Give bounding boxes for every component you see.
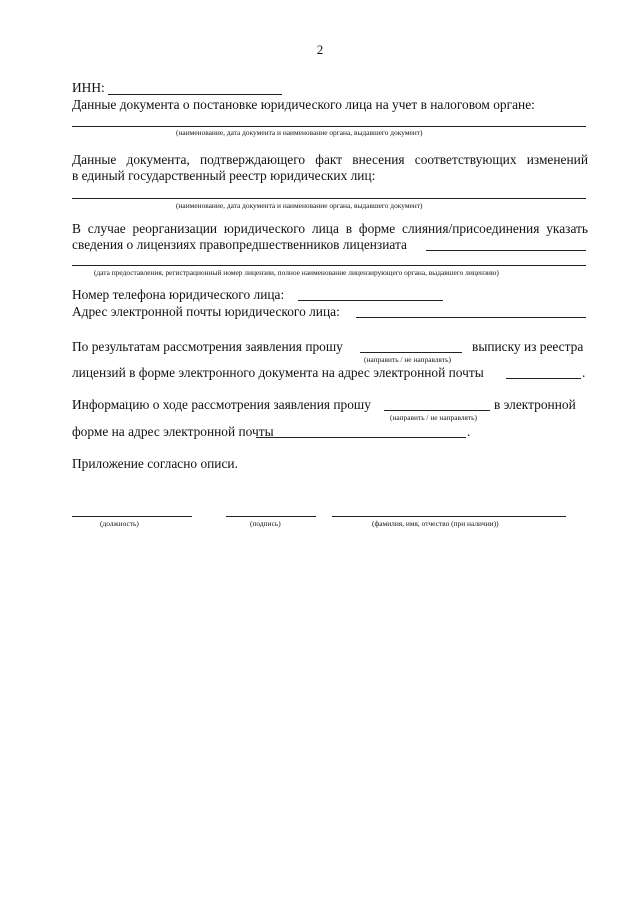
- reorganization-caption: (дата предоставления, регистрационный номер лицензии, полное наименование лицензирующего органа, выдавшего лицензию): [94, 268, 499, 277]
- reorganization-line1: В случае реорганизации юридического лица в форме слияния/присоединения указать: [72, 221, 588, 236]
- reorganization-field[interactable]: [72, 265, 586, 266]
- tax-registration-label: Данные документа о постановке юридического лица на учет в налоговом органе:: [72, 97, 535, 112]
- extract-choice-field[interactable]: [360, 352, 462, 353]
- registry-changes-caption: (наименование, дата документа и наименование органа, выдавшего документ): [176, 201, 423, 210]
- position-field[interactable]: [72, 516, 192, 517]
- progress-info-line2: форме на адрес электронной почты: [72, 424, 274, 439]
- inn-label: ИНН:: [72, 80, 105, 95]
- attachment-text: Приложение согласно описи.: [72, 456, 238, 471]
- tax-registration-field[interactable]: [72, 126, 586, 127]
- registry-changes-field[interactable]: [72, 198, 586, 199]
- extract-caption: (направить / не направлять): [364, 355, 452, 364]
- progress-info-caption: (направить / не направлять): [390, 413, 478, 422]
- extract-end: .: [582, 365, 586, 380]
- full-name-field[interactable]: [332, 516, 566, 517]
- extract-email-field[interactable]: [506, 378, 581, 379]
- email-field[interactable]: [356, 317, 586, 318]
- phone-field[interactable]: [298, 300, 443, 301]
- reorganization-line2: сведения о лицензиях правопредшественников лицензиата: [72, 237, 407, 252]
- email-label: Адрес электронной почты юридического лица:: [72, 304, 340, 319]
- progress-info-suffix: в электронной: [494, 397, 576, 412]
- phone-label: Номер телефона юридического лица:: [72, 287, 285, 302]
- progress-info-end: .: [467, 424, 471, 439]
- full-name-caption: (фамилия, имя, отчество (при наличии)): [372, 519, 499, 528]
- extract-prefix: По результатам рассмотрения заявления прошу: [72, 339, 343, 354]
- registry-changes-line2: в единый государственный реестр юридических лиц:: [72, 168, 376, 183]
- progress-info-prefix: Информацию о ходе рассмотрения заявления прошу: [72, 397, 371, 412]
- position-caption: (должность): [100, 519, 139, 528]
- signature-field[interactable]: [226, 516, 316, 517]
- signature-caption: (подпись): [250, 519, 281, 528]
- registry-changes-line1: Данные документа, подтверждающего факт внесения соответствующих изменений: [72, 152, 588, 167]
- reorganization-inline-field[interactable]: [426, 250, 586, 251]
- progress-info-email-field[interactable]: [256, 437, 466, 438]
- tax-registration-caption: (наименование, дата документа и наименование органа, выдавшего документ): [176, 128, 423, 137]
- inn-field[interactable]: [108, 94, 282, 95]
- extract-line2: лицензий в форме электронного документа на адрес электронной почты: [72, 365, 484, 380]
- progress-info-choice-field[interactable]: [384, 410, 490, 411]
- page-number: 2: [316, 42, 324, 57]
- extract-suffix: выписку из реестра: [472, 339, 584, 354]
